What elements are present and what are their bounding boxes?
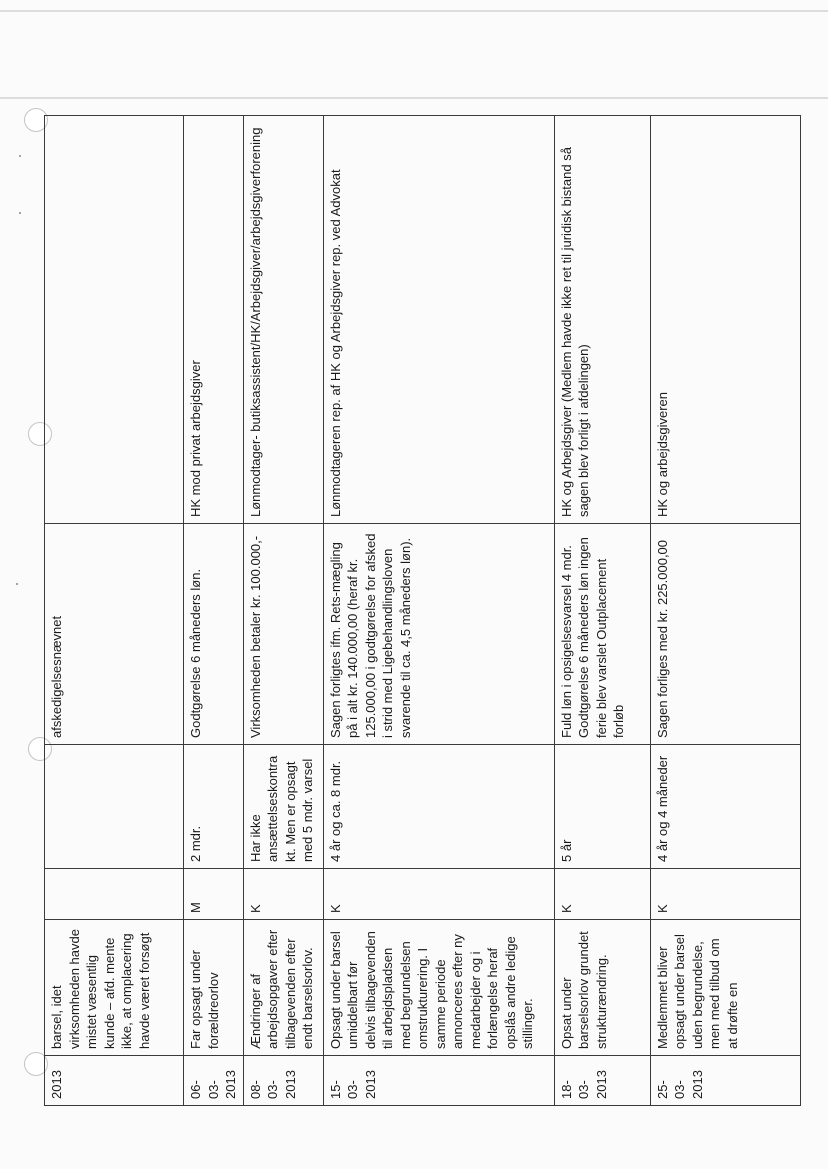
rotated-page [44, 116, 784, 1106]
cell-gender: K [243, 869, 323, 920]
cell-date: 08-03-2013 [243, 1056, 323, 1106]
cell-description: Medlemmet bliver opsagt under barsel uden begrundelse, men med tilbud om at drøfte en [650, 920, 800, 1056]
cell-outcome: Sagen forligtes ifm. Rets-mægling på i alt kr. 140.000,00 (heraf kr. 125.000,00 i godtgørelse for afsked i strid med Ligebehandlingsloven svarende til ca. 4,5 måneders løn). [323, 524, 554, 745]
cell-gender: K [323, 869, 554, 920]
cell-gender: M [184, 869, 244, 920]
cell-outcome: Sagen forliges med kr. 225.000,00 [650, 524, 800, 745]
cell-gender [45, 869, 184, 920]
cell-description: barsel, idet virksomheden havde mistet væsentlig kunde – afd. mente ikke, at omplacering havde været forsøgt [45, 920, 184, 1056]
cell-date: 2013 [45, 1056, 184, 1106]
cell-date: 18-03-2013 [554, 1056, 650, 1106]
cell-description: Ændringer af arbejdsopgaver efter tilbagevenden efter endt barselsorlov. [243, 920, 323, 1056]
cell-parties: Lønmodtageren rep. af HK og Arbejdsgiver rep. ved Advokat [323, 116, 554, 524]
cell-date: 15-03-2013 [323, 1056, 554, 1106]
cell-gender: K [554, 869, 650, 920]
scan-speck [16, 583, 18, 585]
cell-parties [45, 116, 184, 524]
cell-parties: Lønmodtager- butiksassistent/HK/Arbejdsgiver/arbejdsgiverforening [243, 116, 323, 524]
cell-outcome: Godtgørelse 6 måneders løn. [184, 524, 244, 745]
cell-gender: K [650, 869, 800, 920]
cell-seniority [45, 745, 184, 869]
cell-parties: HK og arbejdsgiveren [650, 116, 800, 524]
cell-parties: HK mod privat arbejdsgiver [184, 116, 244, 524]
cell-seniority: 2 mdr. [184, 745, 244, 869]
table-row [45, 116, 184, 1106]
cell-description: Far opsagt under forældreorlov [184, 920, 244, 1056]
table-row [650, 116, 800, 1106]
case-table [44, 115, 801, 1106]
table-row [323, 116, 554, 1106]
scan-edge-top [0, 10, 828, 12]
cell-date: 06-03-2013 [184, 1056, 244, 1106]
scan-speck [19, 212, 21, 214]
table-row [243, 116, 323, 1106]
cell-outcome: afskedigelsesnævnet [45, 524, 184, 745]
cell-seniority: 5 år [554, 745, 650, 869]
cell-parties: HK og Arbejdsgiver (Medlem havde ikke ret til juridisk bistand så sagen blev forligt i afdelingen) [554, 116, 650, 524]
scan-edge-fold [0, 97, 828, 99]
cell-description: Opsat under barselsorlov grundet strukturændring. [554, 920, 650, 1056]
cell-date: 25-03-2013 [650, 1056, 800, 1106]
cell-description: Opsagt under barsel umiddelbart før delvis tilbagevenden til arbejdspladsen med begrundelsen omstrukturering. I samme periode annonceres efter ny medarbejder og i forlængelse heraf opslås andre ledige stillinger. [323, 920, 554, 1056]
cell-seniority: 4 år og ca. 8 mdr. [323, 745, 554, 869]
cell-seniority: 4 år og 4 måneder [650, 745, 800, 869]
table-row [184, 116, 244, 1106]
table-row [554, 116, 650, 1106]
cell-outcome: Virksomheden betaler kr. 100.000,- [243, 524, 323, 745]
cell-seniority: Har ikke ansættelseskontrakt. Men er opsagt med 5 mdr. varsel [243, 745, 323, 869]
cell-outcome: Fuld løn i opsigelsesvarsel 4 mdr. Godtgørelse 6 måneders løn ingen ferie blev varslet Outplacement forløb [554, 524, 650, 745]
scan-speck [19, 155, 21, 157]
